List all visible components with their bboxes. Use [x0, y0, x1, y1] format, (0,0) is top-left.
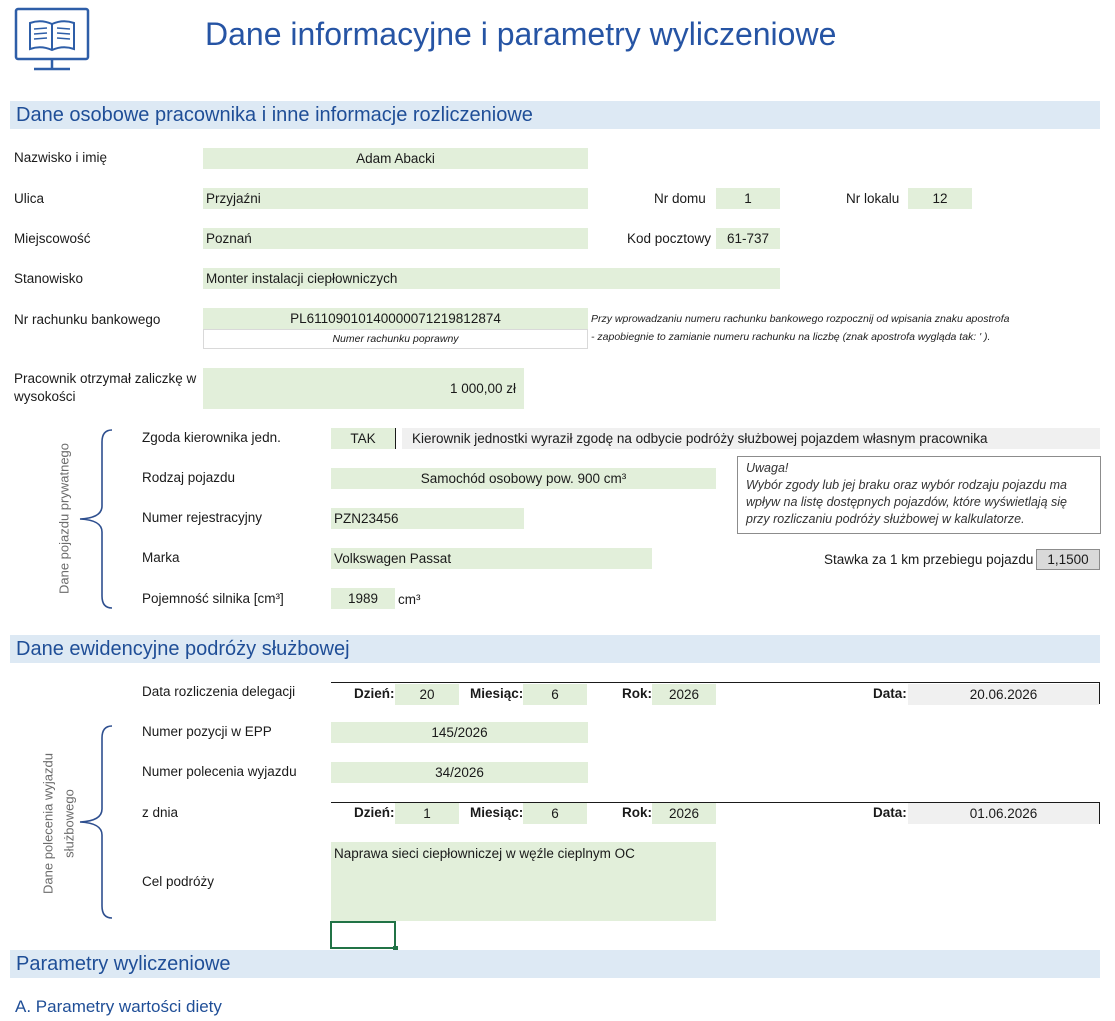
vehicle-type-label: Rodzaj pojazdu [142, 470, 236, 485]
brand-field[interactable]: Volkswagen Passat [331, 548, 652, 569]
advance-label-2: wysokości [14, 389, 76, 404]
capacity-label: Pojemność silnika [cm³] [142, 591, 284, 606]
settle-date-value: 20.06.2026 [908, 684, 1099, 705]
brand-label: Marka [142, 550, 180, 565]
bank-hint-1: Przy wprowadzaniu numeru rachunku bankowego rozpocznij od wpisania znaku apostrofa [591, 313, 1010, 325]
postal-field[interactable]: 61-737 [716, 228, 780, 249]
from-date-value: 01.06.2026 [908, 803, 1099, 824]
street-field[interactable]: Przyjaźni [203, 188, 588, 209]
from-month-field[interactable]: 6 [523, 803, 587, 824]
position-field[interactable]: Monter instalacji ciepłowniczych [203, 268, 780, 289]
settle-day-field[interactable]: 20 [395, 684, 459, 705]
house-label: Nr domu [654, 191, 706, 206]
from-day-field[interactable]: 1 [395, 803, 459, 824]
from-year-label: Rok: [622, 805, 652, 820]
postal-label: Kod pocztowy [627, 231, 712, 246]
curly-brace-icon [76, 428, 116, 610]
bank-hint-2: - zapobiegnie to zamianie numeru rachunku na liczbę (znak apostrofa wygląda tak: ' ). [591, 331, 991, 343]
purpose-field[interactable]: Naprawa sieci ciepłowniczej w węźle cieplnym OC [331, 842, 716, 921]
flat-field[interactable]: 12 [908, 188, 972, 209]
capacity-field[interactable]: 1989 [331, 588, 395, 609]
consent-text: Kierownik jednostki wyraził zgodę na odbycie podróży służbowej pojazdem własnym pracownika [402, 428, 1100, 449]
vehicle-note: Uwaga! Wybór zgody lub jej braku oraz wybór rodzaju pojazdu ma wpływ na listę dostępnych pojazdów, które wyświetlają się przy rozliczaniu podróży służbowej w kalkulatorze. [737, 456, 1101, 534]
epp-label: Numer pozycji w EPP [142, 724, 272, 739]
advance-label-1: Pracownik otrzymał zaliczkę w [14, 371, 197, 386]
settle-month-field[interactable]: 6 [523, 684, 587, 705]
from-day-label: Dzień: [354, 805, 395, 820]
position-label: Stanowisko [14, 271, 84, 286]
rate-value: 1,1500 [1036, 549, 1100, 570]
rate-label: Stawka za 1 km przebiegu pojazdu [824, 552, 1034, 567]
order-field[interactable]: 34/2026 [331, 762, 588, 783]
city-field[interactable]: Poznań [203, 228, 588, 249]
consent-label: Zgoda kierownika jedn. [142, 430, 281, 445]
reg-label: Numer rejestracyjny [142, 510, 263, 525]
settle-year-label: Rok: [622, 686, 652, 701]
order-group-label-1: Dane polecenia wyjazdu [40, 753, 56, 894]
house-field[interactable]: 1 [716, 188, 780, 209]
from-label: z dnia [142, 805, 179, 820]
bank-account-field[interactable]: PL61109010140000071219812874 [203, 308, 588, 329]
advance-field[interactable]: 1 000,00 zł [203, 368, 524, 409]
bank-label: Nr rachunku bankowego [14, 312, 161, 327]
vehicle-group-label: Dane pojazdu prywatnego [56, 442, 72, 595]
bank-status: Numer rachunku poprawny [203, 329, 588, 349]
page-title: Dane informacyjne i parametry wyliczeniowe [205, 16, 837, 52]
from-month-label: Miesiąc: [470, 805, 524, 820]
consent-field[interactable]: TAK [331, 428, 395, 449]
settle-day-label: Dzień: [354, 686, 395, 701]
book-monitor-icon [14, 7, 90, 73]
capacity-unit: cm³ [398, 592, 421, 607]
settle-label: Data rozliczenia delegacji [142, 684, 296, 699]
section-personal-header: Dane osobowe pracownika i inne informacje rozliczeniowe [10, 101, 1100, 129]
name-label: Nazwisko i imię [14, 150, 108, 165]
vehicle-type-field[interactable]: Samochód osobowy pow. 900 cm³ [331, 468, 716, 489]
order-label: Numer polecenia wyjazdu [142, 764, 297, 779]
settle-year-field[interactable]: 2026 [652, 684, 716, 705]
section-params-header: Parametry wyliczeniowe [10, 950, 1100, 978]
from-year-field[interactable]: 2026 [652, 803, 716, 824]
settle-date-label: Data: [873, 686, 907, 701]
order-group-label-2: służbowego [61, 789, 77, 858]
from-date-label: Data: [873, 805, 907, 820]
city-label: Miejscowość [14, 231, 91, 246]
flat-label: Nr lokalu [846, 191, 900, 206]
street-label: Ulica [14, 191, 45, 206]
selected-cell[interactable] [330, 921, 396, 949]
curly-brace-icon [76, 724, 116, 920]
settle-month-label: Miesiąc: [470, 686, 524, 701]
section-trip-header: Dane ewidencyjne podróży służbowej [10, 635, 1100, 663]
params-subtitle: A. Parametry wartości diety [15, 997, 222, 1016]
epp-field[interactable]: 145/2026 [331, 722, 588, 743]
reg-field[interactable]: PZN23456 [331, 508, 524, 529]
name-field[interactable]: Adam Abacki [203, 148, 588, 169]
purpose-label: Cel podróży [142, 874, 215, 889]
